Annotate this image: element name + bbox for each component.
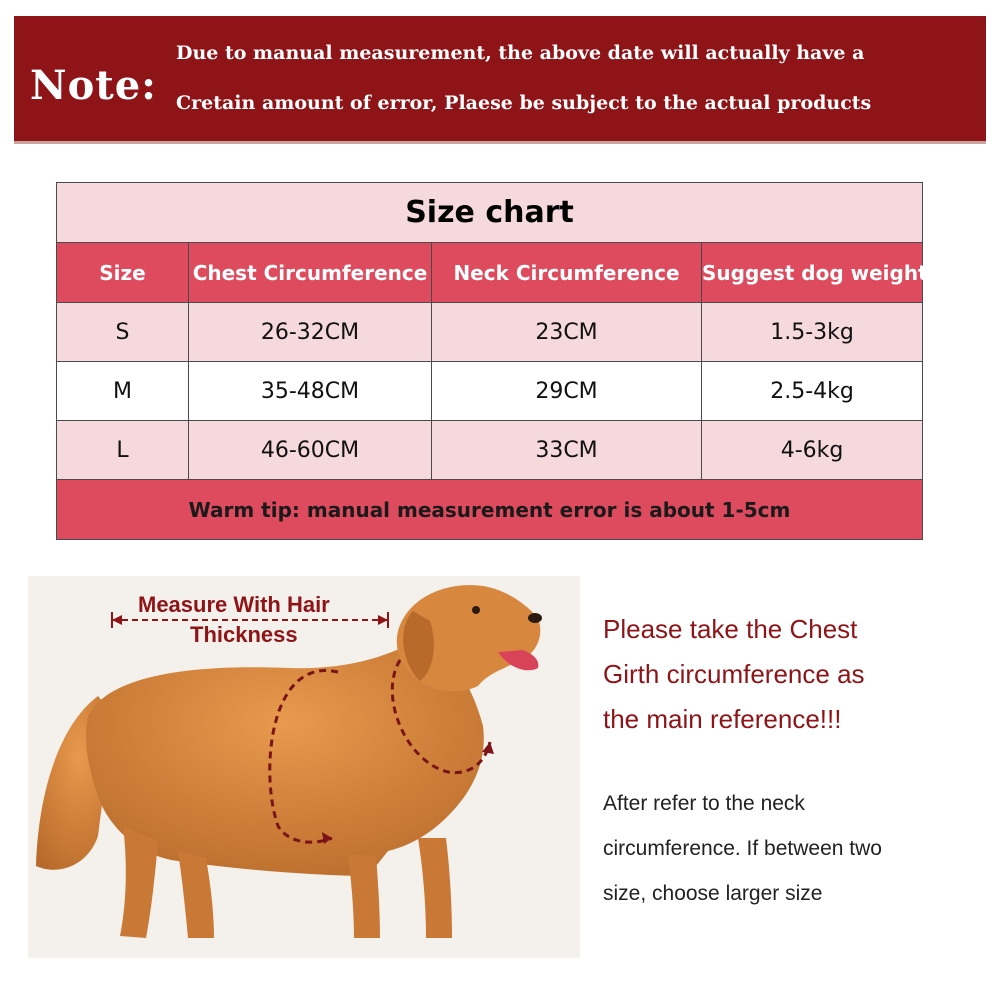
chest-reference-line-2: Girth circumference as (603, 659, 865, 689)
dog-leg (348, 854, 380, 938)
header-neck: Neck Circumference (432, 243, 702, 303)
table-row (57, 362, 923, 421)
table-row (57, 303, 923, 362)
warm-tip: Warm tip: manual measurement error is about 1-5cm (57, 480, 923, 540)
neck-advice-line-3: size, choose larger size (603, 882, 823, 905)
cell-weight: 1.5-3kg (702, 303, 923, 362)
table-header-row (57, 243, 923, 303)
cell-size: M (57, 362, 189, 421)
header-weight: Suggest dog weight (702, 243, 923, 303)
note-line-1: Due to manual measurement, the above date will actually have a (176, 42, 865, 64)
measure-label-line-2: Thickness (190, 622, 298, 647)
measure-label-line-1: Measure With Hair (138, 592, 330, 617)
header-chest: Chest Circumference (189, 243, 432, 303)
note-label: Note: (30, 62, 157, 109)
size-chart-title-row (57, 183, 923, 243)
neck-advice-line-1: After refer to the neck (603, 792, 805, 815)
neck-advice-line-2: circumference. If between two (603, 837, 882, 860)
dog-nose (528, 613, 542, 623)
chest-reference-line-3: the main reference!!! (603, 704, 842, 734)
cell-neck: 23CM (432, 303, 702, 362)
dog-eye (472, 606, 480, 614)
cell-weight: 4-6kg (702, 421, 923, 480)
cell-chest: 46-60CM (189, 421, 432, 480)
note-banner (14, 16, 986, 144)
cell-neck: 33CM (432, 421, 702, 480)
cell-chest: 26-32CM (189, 303, 432, 362)
size-chart-title: Size chart (57, 183, 923, 243)
dog-measurement-illustration (28, 576, 580, 958)
warm-tip-row (57, 480, 923, 540)
dog-illustration (28, 576, 580, 958)
cell-size: L (57, 421, 189, 480)
header-size: Size (57, 243, 189, 303)
dog-leg (418, 838, 452, 938)
cell-size: S (57, 303, 189, 362)
chest-reference-line-1: Please take the Chest (603, 614, 858, 644)
size-chart-table (56, 182, 928, 540)
cell-neck: 29CM (432, 362, 702, 421)
table-row (57, 421, 923, 480)
note-line-2: Cretain amount of error, Plaese be subject to the actual products (176, 92, 872, 114)
cell-weight: 2.5-4kg (702, 362, 923, 421)
cell-chest: 35-48CM (189, 362, 432, 421)
dog-leg (120, 826, 158, 938)
